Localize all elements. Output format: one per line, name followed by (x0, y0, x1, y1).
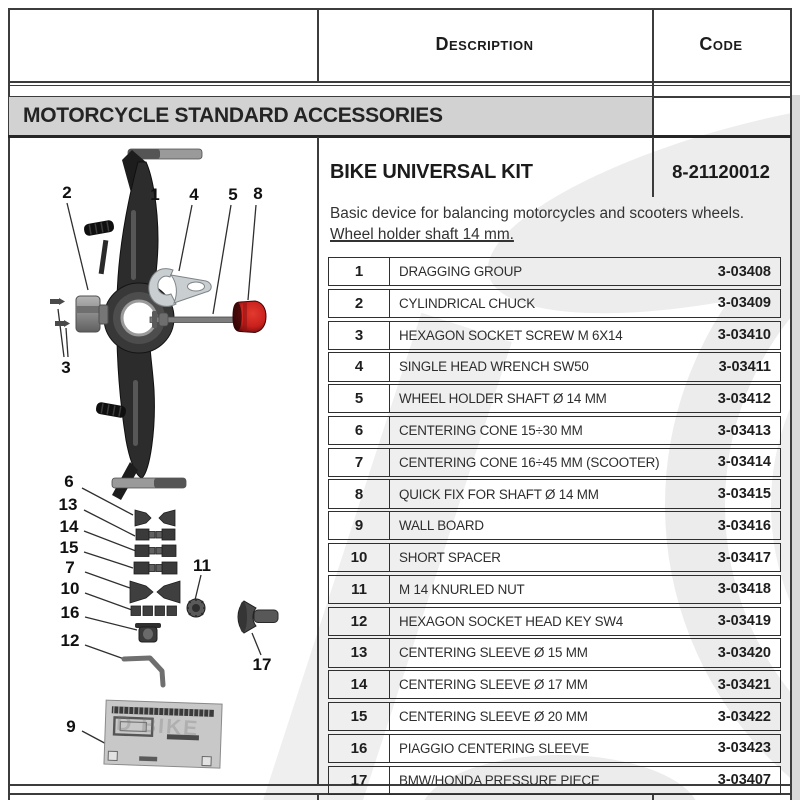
callout-number: 6 (64, 472, 74, 491)
wrench-illustration (149, 269, 211, 307)
band-code-cell-divider (652, 96, 654, 135)
band-bottom-line (8, 135, 791, 138)
part-code-cell: 3-03408 (717, 263, 771, 280)
part-description-cell: SINGLE HEAD WRENCH SW50 (399, 359, 589, 375)
product-intro (330, 203, 786, 245)
frame-right-line (790, 8, 792, 800)
product-name: BIKE UNIVERSAL KIT (330, 160, 533, 183)
part-number-cell: 17 (329, 767, 390, 794)
part-description-cell: CENTERING CONE 16÷45 MM (SCOOTER) (399, 454, 660, 470)
part-number-cell: 4 (329, 353, 390, 380)
part-number-cell: 12 (329, 608, 390, 635)
table-row (328, 607, 781, 636)
part-number-cell: 15 (329, 703, 390, 730)
callout-number: 11 (193, 556, 211, 575)
table-row (328, 479, 781, 508)
part-code-cell: 3-03413 (717, 422, 771, 439)
part-code-cell: 3-03414 (717, 454, 771, 471)
table-row (328, 734, 781, 763)
table-row (328, 543, 781, 572)
shaft-illustration (150, 311, 233, 328)
part-code-cell: 3-03416 (717, 517, 771, 534)
part-description-cell: WALL BOARD (399, 518, 484, 534)
socket-screws-illustration (50, 298, 70, 327)
table-row (328, 670, 781, 699)
callout-number: 17 (252, 655, 272, 674)
part-description-cell: SHORT SPACER (399, 550, 501, 566)
watermark-text: D BIKE (115, 711, 200, 741)
part-code-cell: 3-03420 (717, 644, 771, 661)
part-code-cell: 3-03419 (717, 613, 771, 630)
callout-number: 2 (62, 183, 72, 202)
cones-and-sleeves-illustration (130, 510, 180, 616)
part-number-cell: 11 (329, 576, 390, 603)
content-col-divider (317, 137, 319, 784)
callout-number: 13 (58, 495, 78, 514)
callout-number: 8 (253, 184, 263, 203)
piaggio-sleeve-illustration (135, 623, 161, 642)
part-number-cell: 3 (329, 322, 390, 349)
header-bottom-line (8, 81, 791, 83)
table-row (328, 384, 781, 413)
part-description-cell: BMW/HONDA PRESSURE PIECE (399, 772, 600, 788)
part-number-cell: 8 (329, 480, 390, 507)
part-number-cell: 10 (329, 544, 390, 571)
table-row (328, 448, 781, 477)
part-code-cell: 3-03412 (717, 390, 771, 407)
product-intro-line1: Basic device for balancing motorcycles and scooters wheels. (330, 205, 745, 222)
part-number-cell: 7 (329, 449, 390, 476)
parts-table (328, 257, 781, 795)
part-code-cell: 3-03415 (717, 486, 771, 503)
part-code-cell: 3-03422 (717, 708, 771, 725)
table-row (328, 702, 781, 731)
table-row (328, 638, 781, 667)
part-description-cell: PIAGGIO CENTERING SLEEVE (399, 740, 590, 756)
cylindrical-chuck-illustration (76, 296, 108, 332)
part-number-cell: 5 (329, 385, 390, 412)
part-code-cell: 3-03407 (717, 772, 771, 789)
callout-number: 16 (60, 603, 80, 622)
part-description-cell: CENTERING SLEEVE Ø 17 MM (399, 677, 588, 693)
next-row-divider-1 (317, 793, 319, 800)
callout-number: 1 (150, 185, 160, 204)
callout-number: 15 (59, 538, 79, 557)
part-code-cell: 3-03410 (717, 327, 771, 344)
part-description-cell: CENTERING SLEEVE Ø 15 MM (399, 645, 588, 661)
part-description-cell: CENTERING SLEEVE Ø 20 MM (399, 709, 588, 725)
part-number-cell: 9 (329, 512, 390, 539)
callout-number: 3 (61, 358, 71, 377)
hex-key-illustration (124, 658, 163, 685)
pressure-piece-illustration (238, 601, 278, 633)
part-number-cell: 1 (329, 258, 390, 285)
table-row (328, 416, 781, 445)
part-description-cell: QUICK FIX FOR SHAFT Ø 14 MM (399, 486, 599, 502)
table-row (328, 289, 781, 318)
callout-number: 9 (66, 717, 76, 736)
part-description-cell: HEXAGON SOCKET HEAD KEY SW4 (399, 613, 624, 629)
part-code-cell: 3-03423 (717, 740, 771, 757)
spacer-row-line (8, 85, 791, 86)
table-row (328, 766, 781, 795)
part-number-cell: 14 (329, 671, 390, 698)
product-intro-line2: Wheel holder shaft 14 mm. (330, 226, 514, 243)
knurled-nut-illustration (187, 599, 205, 617)
part-number-cell: 13 (329, 639, 390, 666)
code-column-header: Code (699, 34, 743, 54)
callout-number: 14 (59, 517, 79, 536)
callout-number: 5 (228, 185, 238, 204)
part-number-cell: 6 (329, 417, 390, 444)
part-code-cell: 3-03421 (717, 676, 771, 693)
part-description-cell: DRAGGING GROUP (399, 264, 522, 280)
callout-number: 12 (60, 631, 80, 650)
part-number-cell: 16 (329, 735, 390, 762)
product-code: 8-21120012 (672, 161, 770, 182)
part-description-cell: HEXAGON SOCKET SCREW M 6X14 (399, 327, 623, 343)
table-row (328, 321, 781, 350)
section-title: MOTORCYCLE STANDARD ACCESSORIES (23, 104, 443, 127)
part-code-cell: 3-03409 (717, 295, 771, 312)
part-description-cell: WHEEL HOLDER SHAFT Ø 14 MM (399, 391, 607, 407)
part-code-cell: 3-03411 (718, 358, 771, 375)
callout-number: 10 (60, 579, 80, 598)
table-row (328, 257, 781, 286)
part-description-cell: M 14 KNURLED NUT (399, 581, 525, 597)
table-row (328, 575, 781, 604)
part-number-cell: 2 (329, 290, 390, 317)
part-description-cell: CENTERING CONE 15÷30 MM (399, 423, 583, 438)
part-description-cell: CYLINDRICAL CHUCK (399, 295, 535, 311)
table-row (328, 511, 781, 540)
section-band (9, 97, 652, 135)
callout-number: 4 (189, 185, 199, 204)
description-column-header: Description (435, 34, 534, 54)
callout-number: 7 (65, 558, 75, 577)
quick-fix-knob-illustration (233, 301, 266, 333)
page-edge-strip (792, 95, 800, 800)
table-row (328, 352, 781, 381)
part-code-cell: 3-03418 (717, 581, 771, 598)
part-code-cell: 3-03417 (717, 549, 771, 566)
